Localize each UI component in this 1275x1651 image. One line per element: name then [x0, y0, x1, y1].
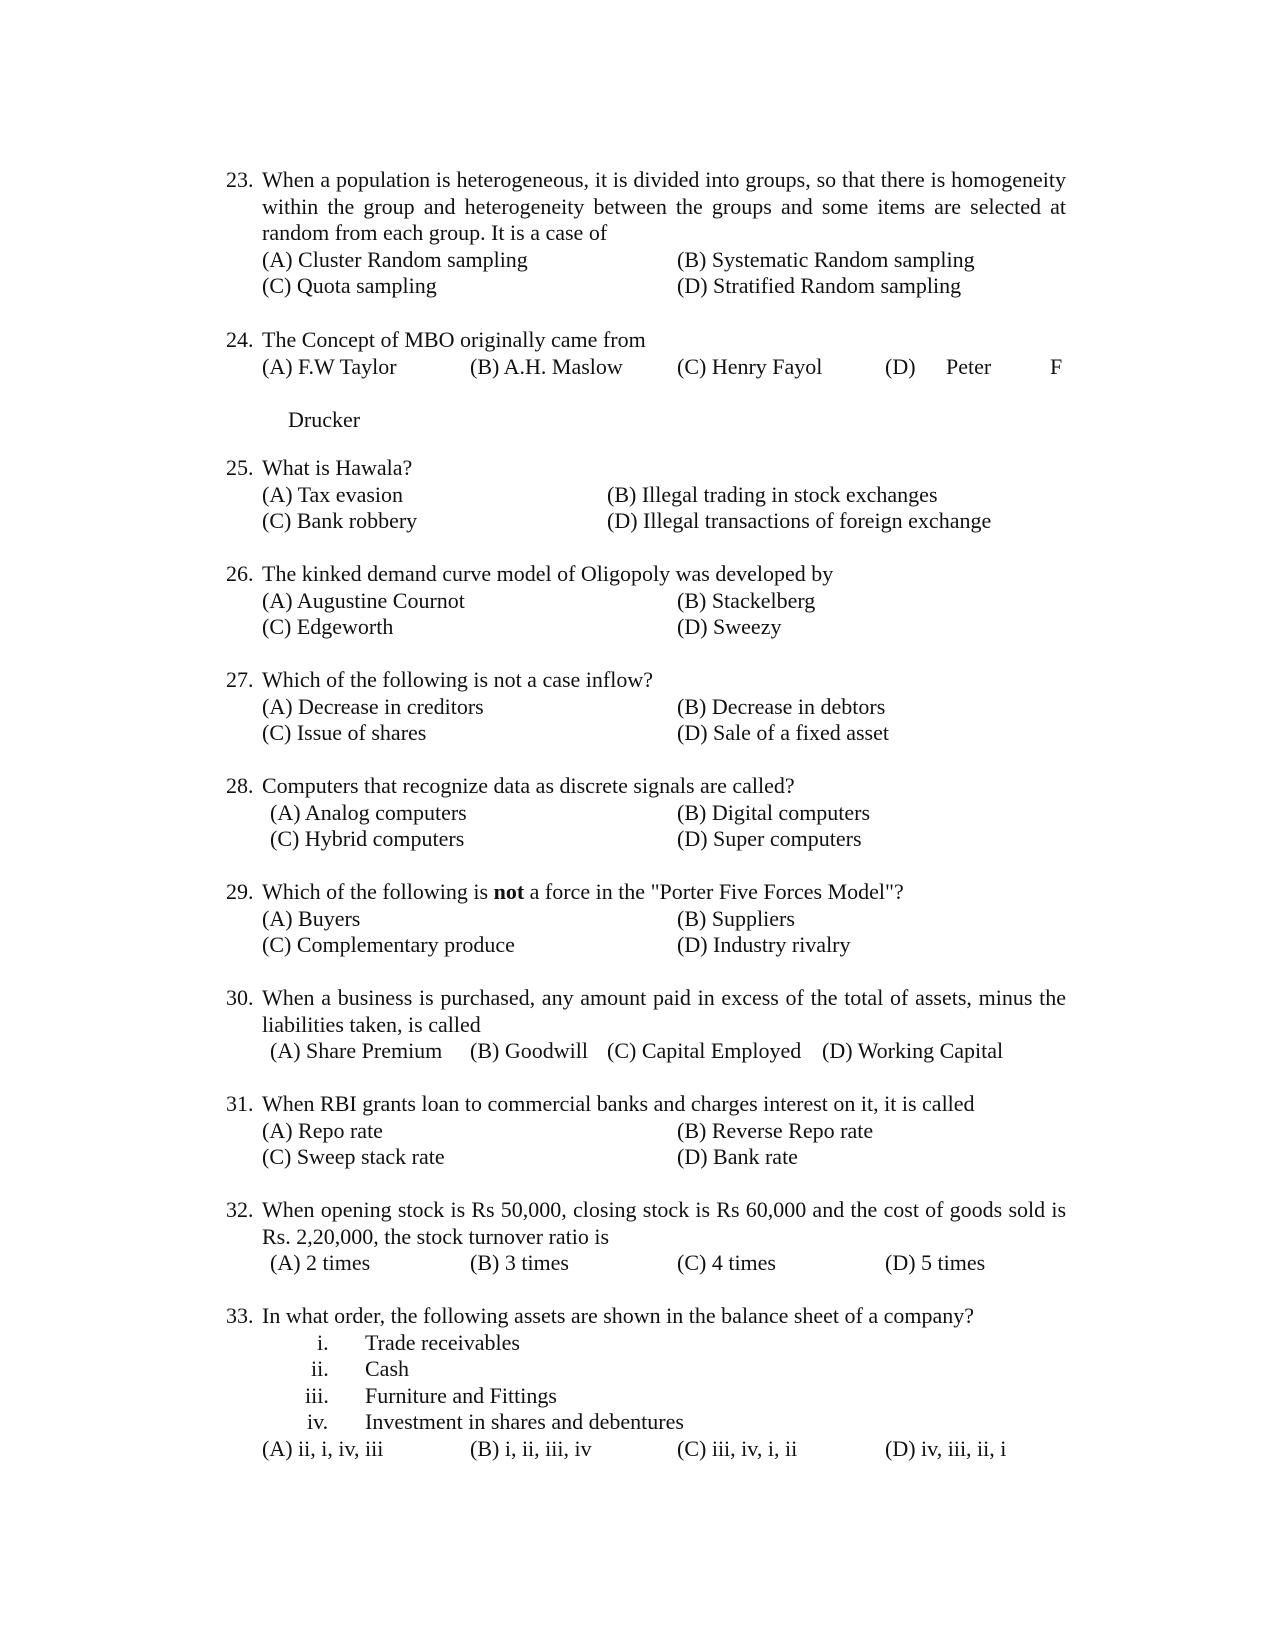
list-item-text: Investment in shares and debentures: [365, 1409, 684, 1434]
option-d: (D) Sale of a fixed asset: [677, 720, 889, 745]
option-a: (A) Augustine Cournot: [262, 587, 465, 613]
option-c: (C) Capital Employed: [607, 1038, 802, 1063]
options-row: [0, 508, 1275, 535]
options-row: [0, 354, 1275, 381]
option-d: (D) 5 times: [885, 1250, 986, 1275]
question-text: When a business is purchased, any amount paid in excess of the total of assets, minus the liabilities taken, is called: [262, 985, 1066, 1037]
option-c: (C) Quota sampling: [262, 273, 437, 298]
list-item: [0, 1330, 1275, 1357]
question-24: [0, 327, 1275, 433]
question-25: [0, 455, 1275, 535]
question-text-pre: Which of the following is: [262, 879, 494, 904]
question-number: 23.: [226, 167, 254, 192]
question-text: Computers that recognize data as discrete signals are called?: [262, 773, 795, 798]
option-d: (D) Super computers: [677, 826, 862, 851]
question-30: [0, 985, 1275, 1065]
option-a: (A) Share Premium: [270, 1038, 443, 1063]
options-row: [0, 482, 1275, 509]
options-row: [0, 720, 1275, 747]
question-number: 31.: [226, 1091, 254, 1116]
option-d: (D) Bank rate: [677, 1144, 798, 1169]
question-text: When a population is heterogeneous, it is divided into groups, so that there is homogeneity within the group and heterogeneity between the groups and some items are selected at random from each group. It is a case of: [262, 167, 1066, 245]
question-text-post: a force in the "Porter Five Forces Model"?: [524, 879, 904, 904]
question-text-emphasis: not: [493, 879, 525, 904]
list-item: [0, 1383, 1275, 1410]
option-a: (A) Tax evasion: [262, 481, 404, 507]
list-item: [0, 1356, 1275, 1383]
option-d: (D) Sweezy: [677, 614, 782, 639]
question-number: 32.: [226, 1197, 254, 1222]
option-c: (C) Sweep stack rate: [262, 1144, 445, 1169]
list-item-numeral: ii.: [311, 1356, 329, 1381]
options-row: [0, 247, 1275, 274]
options-row: [0, 1436, 1275, 1463]
option-d: (D): [885, 353, 916, 379]
option-c: (C) Bank robbery: [262, 508, 418, 533]
option-b: (B) Digital computers: [677, 799, 871, 825]
option-d: (D) iv, iii, ii, i: [885, 1435, 1007, 1461]
options-row: [0, 1038, 1275, 1065]
option-a: (A) Decrease in creditors: [262, 693, 484, 719]
option-b: (B) i, ii, iii, iv: [470, 1435, 592, 1461]
question-text: The kinked demand curve model of Oligopoly was developed by: [262, 561, 834, 586]
options-row: [0, 826, 1275, 853]
question-31: [0, 1091, 1275, 1171]
option-a: (A) Repo rate: [262, 1117, 383, 1143]
option-b: (B) Systematic Random sampling: [677, 246, 975, 272]
question-text: In what order, the following assets are shown in the balance sheet of a company?: [262, 1303, 975, 1328]
list-item-numeral: iv.: [307, 1409, 329, 1434]
option-c: (C) Hybrid computers: [270, 826, 465, 851]
options-row: [0, 800, 1275, 827]
option-c: (C) Edgeworth: [262, 614, 394, 639]
list-item-numeral: iii.: [305, 1382, 329, 1408]
question-number: 30.: [226, 985, 254, 1010]
question-28: [0, 773, 1275, 853]
option-a: (A) Buyers: [262, 905, 361, 931]
option-d-initial: F: [1050, 353, 1063, 379]
question-number: 25.: [226, 455, 254, 480]
question-29: [0, 879, 1275, 959]
option-d: (D) Working Capital: [822, 1038, 1004, 1063]
options-row: [0, 1144, 1275, 1171]
option-b: (B) Illegal trading in stock exchanges: [607, 481, 938, 507]
question-text: What is Hawala?: [262, 455, 413, 480]
option-a: (A) 2 times: [270, 1250, 371, 1275]
option-a: (A) F.W Taylor: [262, 353, 397, 379]
question-33: [0, 1303, 1275, 1462]
options-row: [0, 614, 1275, 641]
question-number: 28.: [226, 773, 254, 798]
option-b: (B) Suppliers: [677, 905, 795, 931]
question-number: 29.: [226, 879, 254, 904]
option-d-text: Peter: [946, 353, 992, 379]
option-c: (C) Issue of shares: [262, 720, 427, 745]
options-row: [0, 1118, 1275, 1145]
question-text: Which of the following is not a case inflow?: [262, 667, 654, 692]
option-d: (D) Industry rivalry: [677, 932, 851, 957]
option-b: (B) Stackelberg: [677, 587, 816, 613]
list-item-numeral: i.: [317, 1329, 329, 1355]
option-c: (C) Henry Fayol: [677, 353, 823, 379]
question-23: [0, 167, 1275, 300]
option-b: (B) Decrease in debtors: [677, 693, 886, 719]
question-text: When opening stock is Rs 50,000, closing stock is Rs 60,000 and the cost of goods sold is Rs. 2,20,000, the stock turnover ratio is: [262, 1197, 1066, 1249]
question-text: When RBI grants loan to commercial banks and charges interest on it, it is called: [262, 1091, 975, 1116]
question-text: The Concept of MBO originally came from: [262, 327, 646, 352]
options-row: [0, 1250, 1275, 1277]
option-b: (B) A.H. Maslow: [470, 353, 623, 379]
list-item: [0, 1409, 1275, 1436]
options-row: [0, 906, 1275, 933]
options-row: [0, 273, 1275, 300]
options-row: [0, 932, 1275, 959]
option-d: (D) Stratified Random sampling: [677, 273, 962, 298]
question-26: [0, 561, 1275, 641]
list-item-text: Trade receivables: [365, 1329, 520, 1355]
options-row: [0, 694, 1275, 721]
question-27: [0, 667, 1275, 747]
option-b: (B) Goodwill: [470, 1038, 588, 1063]
option-a: (A) Cluster Random sampling: [262, 246, 528, 272]
options-row: [0, 588, 1275, 615]
question-number: 24.: [226, 327, 254, 352]
question-32: [0, 1197, 1275, 1277]
question-number: 33.: [226, 1303, 254, 1328]
option-a: (A) Analog computers: [270, 799, 467, 825]
list-item-text: Furniture and Fittings: [365, 1382, 557, 1408]
options-row: [0, 407, 1275, 434]
question-number: 26.: [226, 561, 254, 586]
question-number: 27.: [226, 667, 254, 692]
option-d: (D) Illegal transactions of foreign exchange: [607, 508, 992, 533]
option-b: (B) Reverse Repo rate: [677, 1117, 874, 1143]
option-c: (C) Complementary produce: [262, 932, 515, 957]
option-d-surname: Drucker: [288, 406, 361, 432]
list-item-text: Cash: [365, 1356, 409, 1381]
option-c: (C) 4 times: [677, 1250, 776, 1275]
option-b: (B) 3 times: [470, 1250, 569, 1275]
question-text: [262, 879, 1066, 906]
option-c: (C) iii, iv, i, ii: [677, 1435, 798, 1461]
option-a: (A) ii, i, iv, iii: [262, 1435, 384, 1461]
